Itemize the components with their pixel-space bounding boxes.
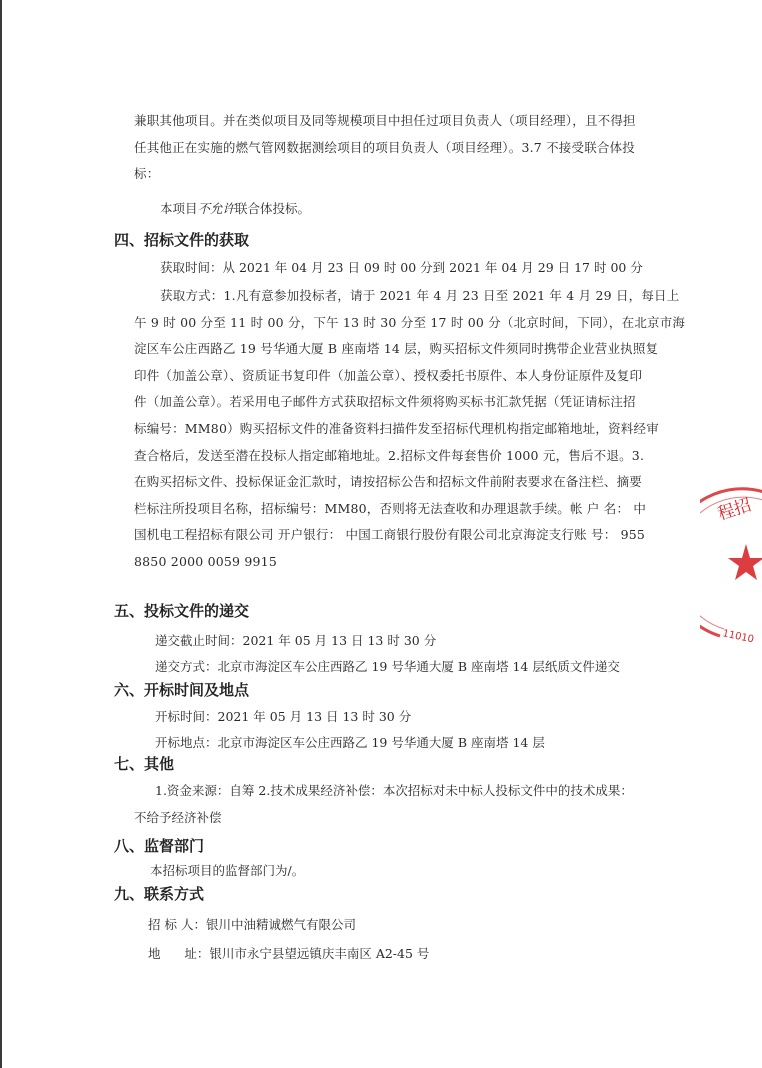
obtain-method-line: 获取方式：1.凡有意参加投标者，请于 2021 年 4 月 23 日至 2021 年 4 月 29 日，每日上: [160, 288, 680, 303]
opening-place: 开标地点：北京市海淀区车公庄西路乙 19 号华通大厦 B 座南塔 14 层: [155, 735, 545, 750]
heading-sec4: 四、招标文件的获取: [114, 231, 250, 249]
seal-bottom-digits: 11010: [721, 628, 755, 646]
seal-star: [728, 544, 762, 580]
address-label: 地 址：: [148, 946, 210, 961]
heading-sec8: 八、监督部门: [114, 837, 205, 855]
bidder-label: 招 标 人：: [148, 917, 206, 932]
obtain-method-line: 午 9 时 00 分至 11 时 00 分，下午 13 时 30 分至 17 时 00 分（北京时间，下同），在北京市海: [134, 314, 686, 330]
heading-sec9: 九、联系方式: [114, 885, 205, 903]
bidder-value: 银川中油精诚燃气有限公司: [205, 917, 356, 932]
seal-graphic: [700, 486, 762, 646]
joint-bid-note: 本项目不允许联合体投标。: [160, 201, 311, 216]
heading-sec5: 五、投标文件的递交: [114, 602, 250, 620]
seal-top-chars: 程招: [715, 495, 754, 525]
obtain-method-paragraph: [134, 283, 686, 576]
obtain-method-line: 8850 2000 0059 9915: [134, 553, 277, 569]
other-line-1: 1.资金来源：自筹 2.技术成果经济补偿：本次招标对未中标人投标文件中的技术成果：: [155, 783, 633, 798]
obtain-method-line: 查合格后，发送至潜在投标人指定邮箱地址。2.招标文件每套售价 1000 元，售后不退。3.: [134, 447, 645, 463]
not-allowed-emphasis: 不允许: [197, 201, 236, 216]
supervision-text: 本招标项目的监督部门为/。: [150, 863, 305, 878]
sec3-line: 标：: [134, 166, 160, 182]
heading-sec7: 七、其他: [114, 755, 175, 773]
obtain-method-line: 件（加盖公章）。若采用电子邮件方式获取招标文件须将购买标书汇款凭据（凭证请标注招: [134, 394, 636, 410]
obtain-method-line: 在购买招标文件、投标保证金汇款时，请按招标公告和招标文件前附表要求在备注栏、摘要: [134, 474, 643, 490]
obtain-method-line: 标编号：MM80）购买招标文件的准备资料扫描件发至招标代理机构指定邮箱地址，资料经审: [134, 420, 659, 436]
obtain-method-line: 淀区车公庄西路乙 19 号华通大厦 B 座南塔 14 层，购买招标文件须同时携带企业营业执照复: [134, 341, 659, 357]
obtain-method-line: 印件（加盖公章）、资质证书复印件（加盖公章）、授权委托书原件、本人身份证原件及复印: [134, 367, 643, 383]
sec3-line: 任其他正在实施的燃气管网数据测绘项目的项目负责人（项目经理）。3.7 不接受联合体投: [134, 139, 636, 155]
sec3-paragraph: [134, 108, 644, 188]
heading-sec6: 六、开标时间及地点: [114, 681, 250, 699]
submission-method: 递交方式：北京市海淀区车公庄西路乙 19 号华通大厦 B 座南塔 14 层纸质文件递交: [155, 659, 620, 674]
opening-time: 开标时间：2021 年 05 月 13 日 13 时 30 分: [155, 709, 412, 724]
obtain-time: 获取时间：从 2021 年 04 月 23 日 09 时 00 分到 2021 年 04 月 29 日 17 时 00 分: [160, 260, 643, 275]
obtain-method-line: 国机电工程招标有限公司 开户银行： 中国工商银行股份有限公司北京海淀支行账 号： 955: [134, 527, 646, 543]
other-line-2: 不给予经济补偿: [134, 810, 222, 825]
address-row: [148, 944, 429, 962]
sec3-line: 兼职其他项目。并在类似项目及同等规模项目中担任过项目负责人（项目经理），且不得担: [134, 113, 636, 128]
obtain-method-line: 栏标注所投项目名称，招标编号：MM80，否则将无法查收和办理退款手续。帐 户 名： 中: [134, 500, 647, 516]
company-seal: [700, 486, 762, 646]
bidder-row: [148, 915, 356, 933]
submission-deadline: 递交截止时间：2021 年 05 月 13 日 13 时 30 分: [155, 633, 437, 648]
address-value: 银川市永宁县望远镇庆丰南区 A2-45 号: [209, 946, 430, 961]
